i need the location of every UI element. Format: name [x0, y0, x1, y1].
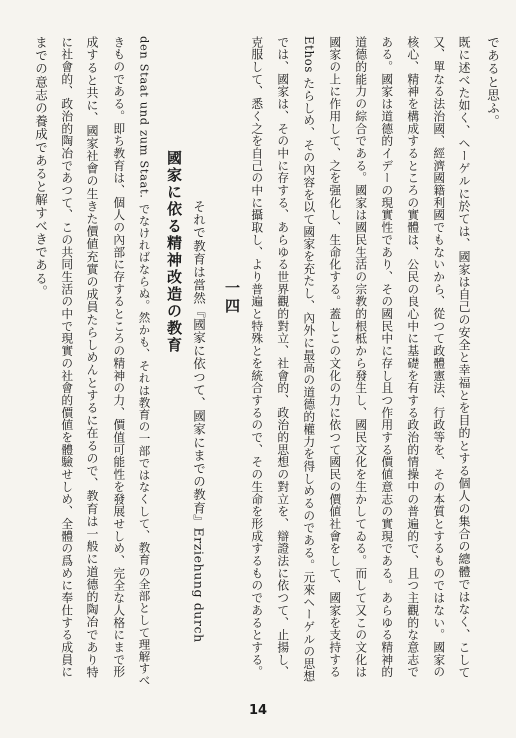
text-line: ある。國家は道德的イデーの現實性であり、その國民中に存し且つ作用する價値意志の實現である。あらゆる精神的: [379, 36, 394, 679]
text-line: それで教育は當然『國家に依つて、國家にまでの教育』Erziehung durch: [191, 200, 207, 643]
text-line: 道德的能力の綜合である。國家は國民生活の宗教的根柢から發生し、國民文化を生かしてゐる。而して又この文化は: [353, 36, 368, 679]
text-line: きものである。即ち教育は、個人の內部に存するところの精神の力、價值可能性を發展せしめ、完全な人格にまで形: [111, 36, 126, 679]
section-title: 國家に依る精神改造の教育: [165, 150, 183, 354]
text-line: であると思ふ。: [485, 36, 501, 128]
text-line: den Staat und zum Staat. でなければならぬ。然かも、それは教育の一部ではなくして、教育の全部として理解すべ: [137, 36, 152, 687]
page-number: 14: [248, 703, 268, 718]
text-line: 核心、精神を構成するところの實體は、公民の良心中に基礎を有する政治的情操中の普遍的で、且つ主觀的な意志で: [405, 36, 420, 679]
text-line: までの意志の養成であると解すべきである。: [33, 36, 49, 298]
section-number: 一四: [223, 280, 241, 316]
text-line: Ethos たらしめ、その內容を以て國家を充たし、內外に最高の道德的權力を得しめるのである。元來ヘーゲルの思想: [301, 36, 316, 683]
text-line: 克服して、悉く之を自己の中に攝取し、より普遍と特殊とを統合するので、その生命を形成するものであるとする。: [249, 36, 264, 679]
text-line: 既に述べた如く、ヘーゲルに於ては、國家は自己の安全と幸福とを目的とする個人の集合の總體ではなく、こして: [457, 36, 471, 679]
text-line: 又、單なる法治國、經濟國籍利國でもないから、從つて政體憲法、行政等を、その本質とするものではない。國家の: [431, 36, 446, 679]
text-line: では、國家は、その中に存する、あらゆる世界觀的對立、社會的、政治的思想の對立を、辯證法に依つて、止揚し、: [275, 36, 290, 679]
text-line: 國家の上に作用して、之を强化し、生命化する。蓋しこの文化の力に依つて國民の價値社會をして、國家を支持する: [327, 36, 342, 679]
text-line: に社會的、政治的陶冶であつて、この共同生活の中で現實の社會的價値を體驗せしめ、全體の爲めに奉仕する成員に: [59, 36, 74, 679]
text-line: 成すると共に、國家社會の生きた價値充實の成員たらしめんとするに在るので、教育は一般に道德的陶冶であり特: [85, 36, 99, 679]
